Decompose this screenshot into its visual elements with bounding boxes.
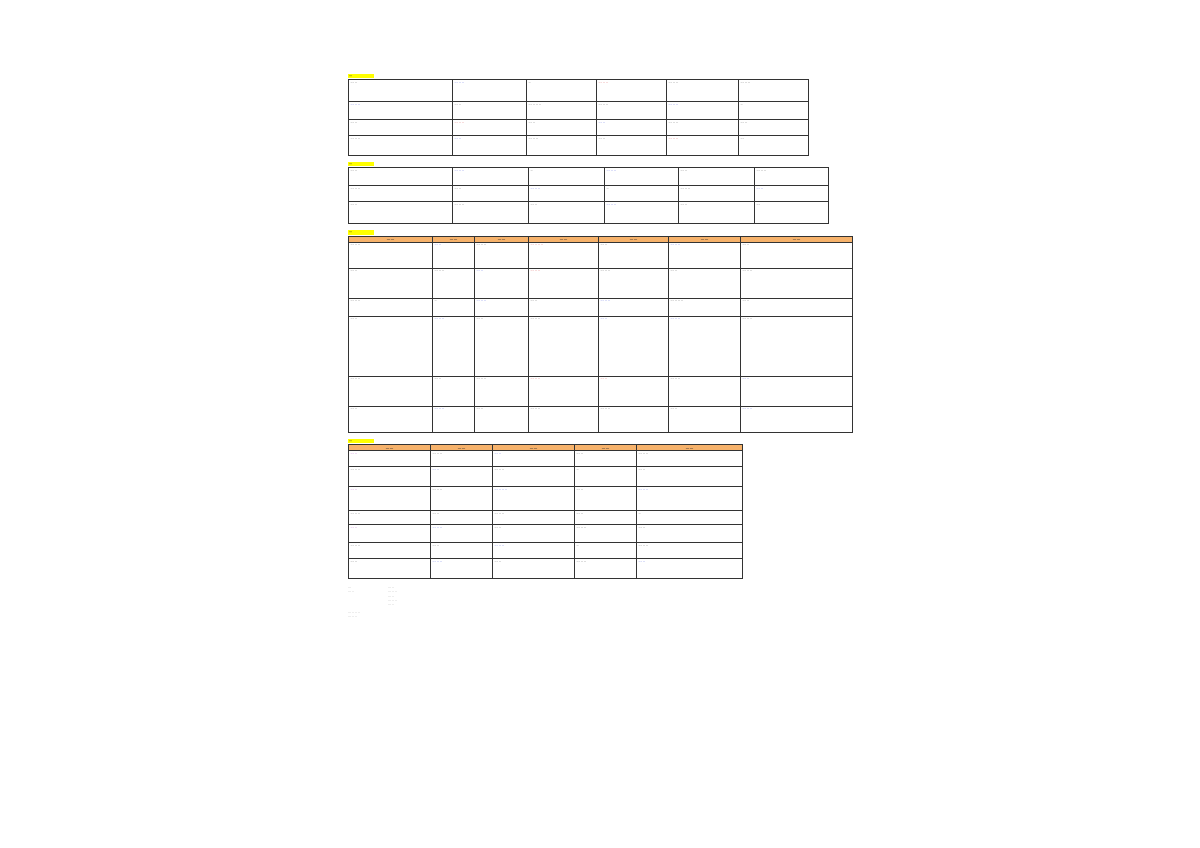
table-cell: ··· ·· ··: [741, 406, 853, 432]
note-value: ··· ·· ··: [388, 589, 397, 594]
table-row: [349, 543, 743, 559]
row-label-cell: ··· ··: [349, 268, 433, 298]
row-label-cell: ··· ·· ··: [349, 511, 431, 525]
table-cell: ··: [575, 467, 637, 487]
note-value: ··· ·· ··: [388, 597, 397, 602]
section-2: [348, 162, 852, 224]
row-label-cell: ··· ·· ··: [349, 467, 431, 487]
table-cell: ··· ·· ··: [475, 376, 529, 406]
table-cell: ··· ··: [597, 136, 667, 156]
table-cell: ··· ··: [529, 202, 605, 224]
table-cell: ··· ·· ··: [739, 80, 809, 102]
table-cell: ··· ·· ··: [475, 242, 529, 268]
row-label-cell: ··· ·· ··: [349, 242, 433, 268]
table-row: [349, 376, 853, 406]
row-label-cell: ··· ··: [349, 406, 433, 432]
table-cell: ··· ·· ··: [493, 511, 575, 525]
row-label-cell: ··· ·· ··: [349, 543, 431, 559]
table-cell: ··· ··: [431, 543, 493, 559]
table-cell: ··· ··: [669, 406, 741, 432]
note-key: ···: [348, 585, 352, 590]
table-cell: ··· ·· ··: [599, 298, 669, 316]
table-cell: ··· ·· ··: [453, 80, 527, 102]
table-cell: ··· ··: [575, 451, 637, 467]
table-cell: ··· ·· ··: [529, 268, 599, 298]
table-row: [349, 102, 809, 120]
table-cell: ··· ··: [453, 136, 527, 156]
table-cell: ··· ·· ··: [575, 525, 637, 543]
header-cell: — —: [741, 236, 853, 242]
row-label-cell: ··· ··: [349, 451, 431, 467]
table-row: [349, 202, 829, 224]
table-cell: ··· ·· ··: [669, 376, 741, 406]
section-title: ···: [348, 230, 374, 234]
table-cell: ··· ·· ··: [529, 376, 599, 406]
section-1: [348, 74, 852, 156]
header-cell: — —: [669, 236, 741, 242]
section-3: [348, 230, 852, 432]
section-table: [348, 444, 743, 579]
table-cell: ··· ··: [741, 298, 853, 316]
table-cell: ··· ·· ··: [637, 543, 743, 559]
table-cell: ··· ··: [637, 559, 743, 579]
table-cell: ··· ··: [527, 120, 597, 136]
table-cell: ··· ·· ··: [431, 525, 493, 543]
table-cell: ··· ·· ··: [493, 543, 575, 559]
table-cell: ··· ··: [475, 406, 529, 432]
section-4: [348, 439, 852, 619]
footer-line: ··· ·· ·· ··: [348, 610, 360, 615]
header-cell: — —: [493, 445, 575, 451]
section-title: ···: [348, 439, 374, 443]
table-row: [349, 298, 853, 316]
table-cell: ··· ·· ··: [599, 268, 669, 298]
table-cell: ··· ··: [453, 102, 527, 120]
table-row: [349, 511, 743, 525]
table-row: [349, 186, 829, 202]
table-cell: ··· ·· ··: [431, 487, 493, 511]
spreadsheet-page: [348, 74, 852, 625]
table-cell: ··· ··: [433, 242, 475, 268]
table-cell: ··· ·· ··: [637, 451, 743, 467]
table-row: [349, 467, 743, 487]
table-row: [349, 136, 809, 156]
table-row: [349, 559, 743, 579]
table-cell: ··· ·· ·· ··: [669, 298, 741, 316]
header-cell: — —: [475, 236, 529, 242]
table-cell: ··· ··: [739, 120, 809, 136]
table-cell: ··· ··: [575, 511, 637, 525]
table-cell: ··· ·· ··: [453, 120, 527, 136]
table-cell: ··· ·· ··: [529, 186, 605, 202]
table-cell: ··· ··: [669, 268, 741, 298]
header-cell: — —: [599, 236, 669, 242]
table-cell: ··· ·· ·· ··: [529, 242, 599, 268]
row-label-cell: ··· ··: [349, 202, 453, 224]
row-label-cell: ··· ·· ··: [349, 186, 453, 202]
table-cell: ··· ··: [637, 467, 743, 487]
table-cell: ··· ·· ··: [669, 316, 741, 376]
table-cell: ··· ··: [431, 511, 493, 525]
table-cell: ··· ·· ··: [667, 102, 739, 120]
table-cell: ··· ··: [599, 242, 669, 268]
table-cell: ··· ·· ··: [529, 406, 599, 432]
table-cell: ··· ··: [637, 525, 743, 543]
table-cell: ··· ··: [431, 467, 493, 487]
section-table: [348, 79, 809, 156]
note-value: ··· ··: [388, 593, 395, 598]
table-cell: ··· ·· ··: [453, 202, 529, 224]
row-label-cell: ··· ··: [349, 120, 453, 136]
table-cell: ··· ··: [597, 120, 667, 136]
table-row: [349, 80, 809, 102]
header-cell: — —: [431, 445, 493, 451]
header-cell: — —: [349, 236, 433, 242]
table-cell: ··: [575, 543, 637, 559]
table-cell: ··· ··: [741, 376, 853, 406]
row-label-cell: ··· ·· ··: [349, 298, 433, 316]
table-cell: ··· ·· ··: [433, 316, 475, 376]
table-cell: ··: [433, 298, 475, 316]
table-cell: ··· ··: [493, 451, 575, 467]
table-cell: ··· ·· ··: [431, 451, 493, 467]
header-cell: — —: [575, 445, 637, 451]
table-row: [349, 525, 743, 543]
row-label-cell: ··· ·· ··: [349, 102, 453, 120]
section-table: [348, 236, 853, 433]
table-cell: ··· ·· ··: [431, 559, 493, 579]
table-cell: ··· ··: [433, 376, 475, 406]
section-title: ···: [348, 162, 374, 166]
row-label-cell: ··· ··: [349, 168, 453, 186]
table-cell: ··· ·· ··: [605, 202, 679, 224]
table-cell: ··· ·· ··: [637, 487, 743, 511]
note-value: ··· ··: [388, 602, 395, 607]
table-cell: ··· ··: [599, 316, 669, 376]
footer-line: ··· ·· ··: [348, 614, 357, 619]
row-label-cell: ··· ··: [349, 487, 431, 511]
row-label-cell: ··· ·· ··: [349, 376, 433, 406]
table-cell: ··: [605, 186, 679, 202]
table-cell: ··· ··: [599, 376, 669, 406]
table-cell: ··: [637, 511, 743, 525]
table-row: [349, 168, 829, 186]
row-label-cell: ··· ··: [349, 316, 433, 376]
table-row: [349, 120, 809, 136]
note-value: ··· ··: [388, 585, 395, 590]
table-cell: ··· ··: [679, 168, 755, 186]
table-cell: ··· ·· ··: [529, 316, 599, 376]
table-row: [349, 451, 743, 467]
note-key: [348, 602, 388, 606]
table-cell: ··· ··: [493, 559, 575, 579]
table-row: [349, 268, 853, 298]
table-cell: ··· ··: [475, 316, 529, 376]
table-cell: ··· ··: [679, 202, 755, 224]
table-cell: ··· ··: [575, 487, 637, 511]
notes-block: [348, 585, 852, 618]
table-row: [349, 242, 853, 268]
table-cell: ··· ·· ··: [475, 298, 529, 316]
table-cell: ··· ·· ··: [575, 559, 637, 579]
table-cell: ··· ·· ··: [679, 186, 755, 202]
section-title: ···: [348, 74, 374, 78]
table-cell: ··· ··: [475, 268, 529, 298]
section-table: [348, 167, 829, 224]
header-cell: — —: [529, 236, 599, 242]
table-cell: ··· ·· ··: [599, 406, 669, 432]
table-cell: ··· ·· ··: [433, 268, 475, 298]
table-cell: ···: [739, 136, 809, 156]
table-cell: ··· ··: [529, 298, 599, 316]
table-cell: ··· ·· ··: [433, 406, 475, 432]
table-cell: ··· ·· ··: [741, 316, 853, 376]
row-label-cell: ··· ··: [349, 525, 431, 543]
table-cell: ··· ·· ··: [741, 268, 853, 298]
table-cell: ··· ·· ··: [667, 136, 739, 156]
table-cell: ··· ·· ·· ··: [527, 102, 597, 120]
row-label-cell: ··· ··: [349, 80, 453, 102]
table-cell: ··· ·· ·· ··: [493, 487, 575, 511]
table-cell: ··· ·· ··: [755, 168, 829, 186]
table-cell: ··· ··: [493, 525, 575, 543]
table-cell: ··· ·· ··: [605, 168, 679, 186]
table-cell: ··: [527, 80, 597, 102]
table-cell: ···: [755, 202, 829, 224]
table-cell: ··· ·· ··: [667, 120, 739, 136]
table-cell: ··· ·· ··: [667, 80, 739, 102]
table-cell: ··· ··: [755, 186, 829, 202]
table-cell: ··· ·· ··: [597, 80, 667, 102]
header-cell: — —: [637, 445, 743, 451]
table-cell: ··: [529, 168, 605, 186]
header-cell: — —: [433, 236, 475, 242]
table-cell: ··· ··: [453, 186, 529, 202]
table-cell: ··· ·· ··: [527, 136, 597, 156]
table-row: [349, 406, 853, 432]
table-cell: ··· ··: [741, 242, 853, 268]
table-cell: ··· ·· ··: [669, 242, 741, 268]
row-label-cell: ··· ·· ··: [349, 136, 453, 156]
table-row: [349, 316, 853, 376]
table-cell: ··· ·· ··: [493, 467, 575, 487]
header-cell: — —: [349, 445, 431, 451]
note-key: ··· ··: [348, 589, 355, 594]
row-label-cell: ··· ··: [349, 559, 431, 579]
table-cell: ··: [739, 102, 809, 120]
table-cell: ··· ·· ··: [453, 168, 529, 186]
table-row: [349, 487, 743, 511]
table-cell: ··· ·· ··: [597, 102, 667, 120]
